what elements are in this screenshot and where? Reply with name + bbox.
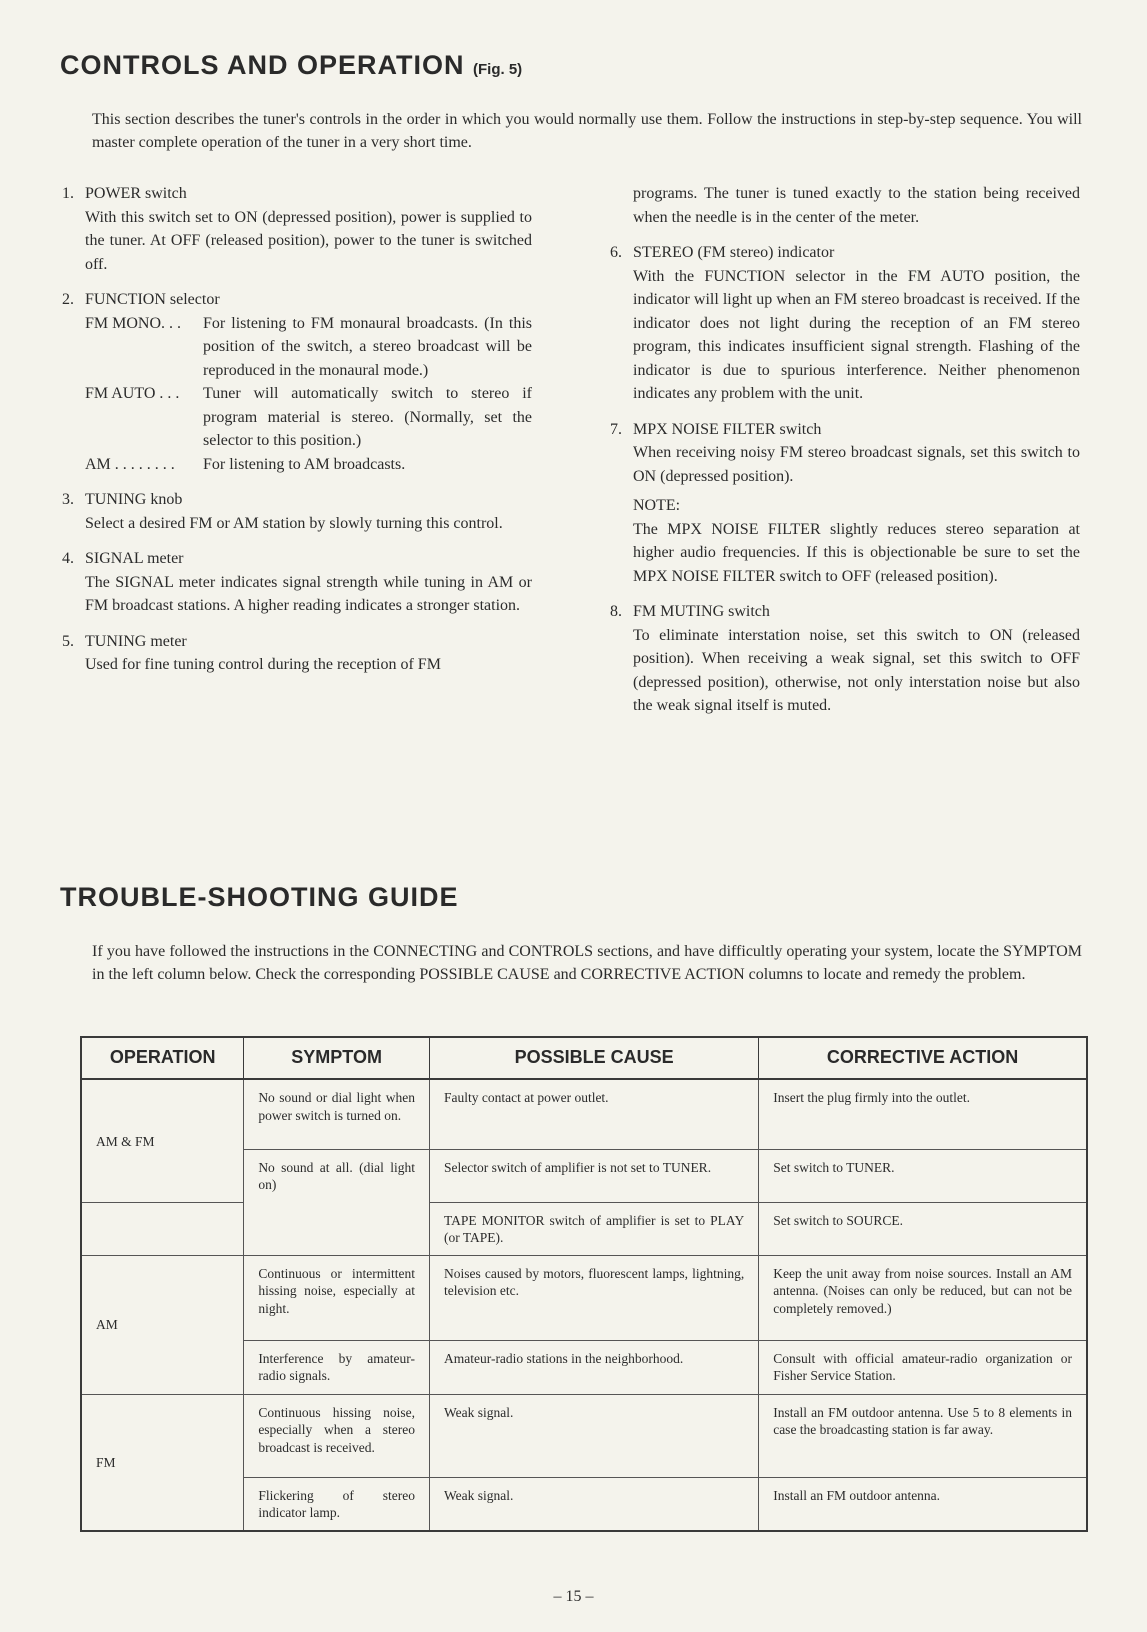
item-text: The SIGNAL meter indicates signal strength while tuning in AM or FM broadcast stations. A higher reading indicates a stronger station. [85, 573, 532, 614]
empty-operation-cell [81, 1202, 244, 1255]
table-row [81, 1394, 1087, 1477]
control-item-mpx-noise-filter: 7. MPX NOISE FILTER switch When receiving noisy FM stereo broadcast signals, set this switch to ON (depressed position). NOTE: The MPX NOISE FILTER slightly reduces stereo separation at higher audio frequencies. If this is objectionable be sure to set the MPX NOISE FILTER switch to OFF (released position). [610, 418, 1080, 589]
operation-cell: AM [81, 1255, 244, 1394]
page-number: – 15 – [553, 1588, 594, 1605]
controls-heading: CONTROLS AND OPERATION (Fig. 5) [60, 50, 523, 80]
item-text: Used for fine tuning control during the reception of FM [85, 656, 441, 673]
action-cell: Install an FM outdoor antenna. [759, 1477, 1087, 1531]
cause-cell: Weak signal. [429, 1394, 758, 1477]
control-item-power: 1. POWER switch With this switch set to ON (depressed position), power is supplied to the tuner. At OFF (released position), power to the tuner is switched off. [62, 182, 532, 276]
function-option-fm-mono: FM MONO. . . For listening to FM monaural broadcasts. (In this position of the switch, a stereo broadcast will be reproduced in the monaural mode.) [85, 314, 532, 379]
item-title: TUNING knob [85, 491, 183, 508]
action-cell: Consult with official amateur-radio organization or Fisher Service Station. [759, 1340, 1087, 1394]
operation-cell: FM [81, 1394, 244, 1531]
column-header-operation: OPERATION [81, 1037, 244, 1079]
column-header-symptom: SYMPTOM [244, 1037, 430, 1079]
table-row [81, 1202, 1087, 1255]
item-title: FUNCTION selector [85, 291, 220, 308]
symptom-cell: Continuous or intermittent hissing noise, especially at night. [244, 1255, 430, 1340]
symptom-cell: No sound or dial light when power switch is turned on. [244, 1079, 430, 1149]
control-item-tuning-knob: 3. TUNING knob Select a desired FM or AM station by slowly turning this control. [62, 488, 532, 535]
function-option-fm-auto: FM AUTO . . . Tuner will automatically switch to stereo if program material is stereo. (Normally, set the selector to this position.) [85, 385, 532, 449]
item-text: With the FUNCTION selector in the FM AUTO position, the indicator will light up when an FM stereo broadcast is received. If the indicator does not light during the reception of an FM stereo program, this indicates insufficient signal strength. Flashing of the indicator is due to spurious interference. Neither phenomenon indicates any problem with the unit. [633, 267, 1080, 402]
action-cell: Keep the unit away from noise sources. Install an AM antenna. (Noises can only be reduced, but can not be completely removed.) [759, 1255, 1087, 1340]
cause-cell: Amateur-radio stations in the neighborhood. [429, 1340, 758, 1394]
operation-cell: AM & FM [81, 1079, 244, 1202]
note-text: The MPX NOISE FILTER slightly reduces stereo separation at higher audio frequencies. If this is objectionable be sure to set the MPX NOISE FILTER switch to OFF (released position). [633, 520, 1080, 585]
column-header-corrective-action: CORRECTIVE ACTION [759, 1037, 1087, 1079]
action-cell: Set switch to SOURCE. [759, 1202, 1087, 1255]
troubleshooting-intro: If you have followed the instructions in the CONNECTING and CONTROLS sections, and have difficultly operating your system, locate the SYMPTOM in the left column below. Check the corresponding POSSIBLE CAUSE and CORRECTIVE ACTION columns to locate and remedy the problem. [92, 943, 1082, 983]
symptom-cell: Continuous hissing noise, especially when a stereo broadcast is received. [244, 1394, 430, 1477]
troubleshooting-table [80, 1036, 1088, 1532]
item-text: With this switch set to ON (depressed position), power is supplied to the tuner. At OFF (released position), power to the tuner is switched off. [85, 208, 532, 273]
item-title: SIGNAL meter [85, 550, 184, 567]
symptom-cell: No sound at all. (dial light on) [244, 1149, 430, 1255]
control-item-signal-meter: 4. SIGNAL meter The SIGNAL meter indicates signal strength while tuning in AM or FM broadcast stations. A higher reading indicates a stronger station. [62, 547, 532, 618]
control-item-fm-muting: 8. FM MUTING switch To eliminate interstation noise, set this switch to ON (released position). When receiving a weak signal, set this switch to OFF (depressed position), otherwise, not only interstation noise but also the weak signal itself is muted. [610, 600, 1080, 718]
troubleshooting-heading: TROUBLE-SHOOTING GUIDE [60, 882, 459, 912]
cause-cell: Weak signal. [429, 1477, 758, 1531]
note-label: NOTE: [633, 497, 681, 514]
controls-left-column [62, 182, 532, 689]
function-option-am: AM . . . . . . . . For listening to AM broadcasts. [85, 455, 406, 473]
action-cell: Install an FM outdoor antenna. Use 5 to 8 elements in case the broadcasting station is far away. [759, 1394, 1087, 1477]
control-item-function: 2. FUNCTION selector FM MONO. . . For listening to FM monaural broadcasts. (In this position of the switch, a stereo broadcast will be reproduced in the monaural mode.) FM AUTO . . . Tuner will automatically switch to stereo if program material is stereo. (Normally, set the selector to this position.) AM . . . . . . . . For listening to AM broadcasts. [62, 288, 532, 476]
controls-intro: This section describes the tuner's controls in the order in which you would normally use them. Follow the instructions in step-by-step sequence. You will master complete operation of the tuner in a very short time. [92, 111, 1082, 151]
item-title: FM MUTING switch [633, 603, 770, 620]
controls-right-column [610, 182, 1080, 730]
control-item-stereo-indicator: 6. STEREO (FM stereo) indicator With the FUNCTION selector in the FM AUTO position, the indicator will light up when an FM stereo broadcast is received. If the indicator does not light during the reception of an FM stereo program, this indicates insufficient signal strength. Flashing of the indicator is due to spurious interference. Neither phenomenon indicates any problem with the unit. [610, 241, 1080, 406]
table-row [81, 1079, 1087, 1149]
item-text: When receiving noisy FM stereo broadcast signals, set this switch to ON (depressed position). [633, 444, 1080, 485]
cause-cell: TAPE MONITOR switch of amplifier is set to PLAY (or TAPE). [429, 1202, 758, 1255]
item-text: Select a desired FM or AM station by slowly turning this control. [85, 514, 503, 532]
table-header-row [81, 1037, 1087, 1079]
item-title: MPX NOISE FILTER switch [633, 420, 822, 438]
item-title: STEREO (FM stereo) indicator [633, 244, 835, 261]
cause-cell: Noises caused by motors, fluorescent lamps, lightning, television etc. [429, 1255, 758, 1340]
cause-cell: Selector switch of amplifier is not set to TUNER. [429, 1149, 758, 1202]
item-title: POWER switch [85, 185, 187, 202]
action-cell: Insert the plug firmly into the outlet. [759, 1079, 1087, 1149]
table-row [81, 1255, 1087, 1340]
cause-cell: Faulty contact at power outlet. [429, 1079, 758, 1149]
symptom-cell: Flickering of stereo indicator lamp. [244, 1477, 430, 1531]
tuning-meter-continuation: programs. The tuner is tuned exactly to the station being received when the needle is in the center of the meter. [633, 185, 1080, 226]
item-title: TUNING meter [85, 632, 187, 650]
action-cell: Set switch to TUNER. [759, 1149, 1087, 1202]
item-text: To eliminate interstation noise, set this switch to ON (released position). When receiving a weak signal, set this switch to OFF (depressed position), otherwise, not only interstation noise but also the weak signal itself is muted. [633, 626, 1080, 714]
column-header-possible-cause: POSSIBLE CAUSE [429, 1037, 758, 1079]
symptom-cell: Interference by amateur-radio signals. [244, 1340, 430, 1394]
control-item-tuning-meter: 5. TUNING meter Used for fine tuning control during the reception of FM [62, 630, 532, 677]
figure-reference: (Fig. 5) [473, 61, 523, 78]
